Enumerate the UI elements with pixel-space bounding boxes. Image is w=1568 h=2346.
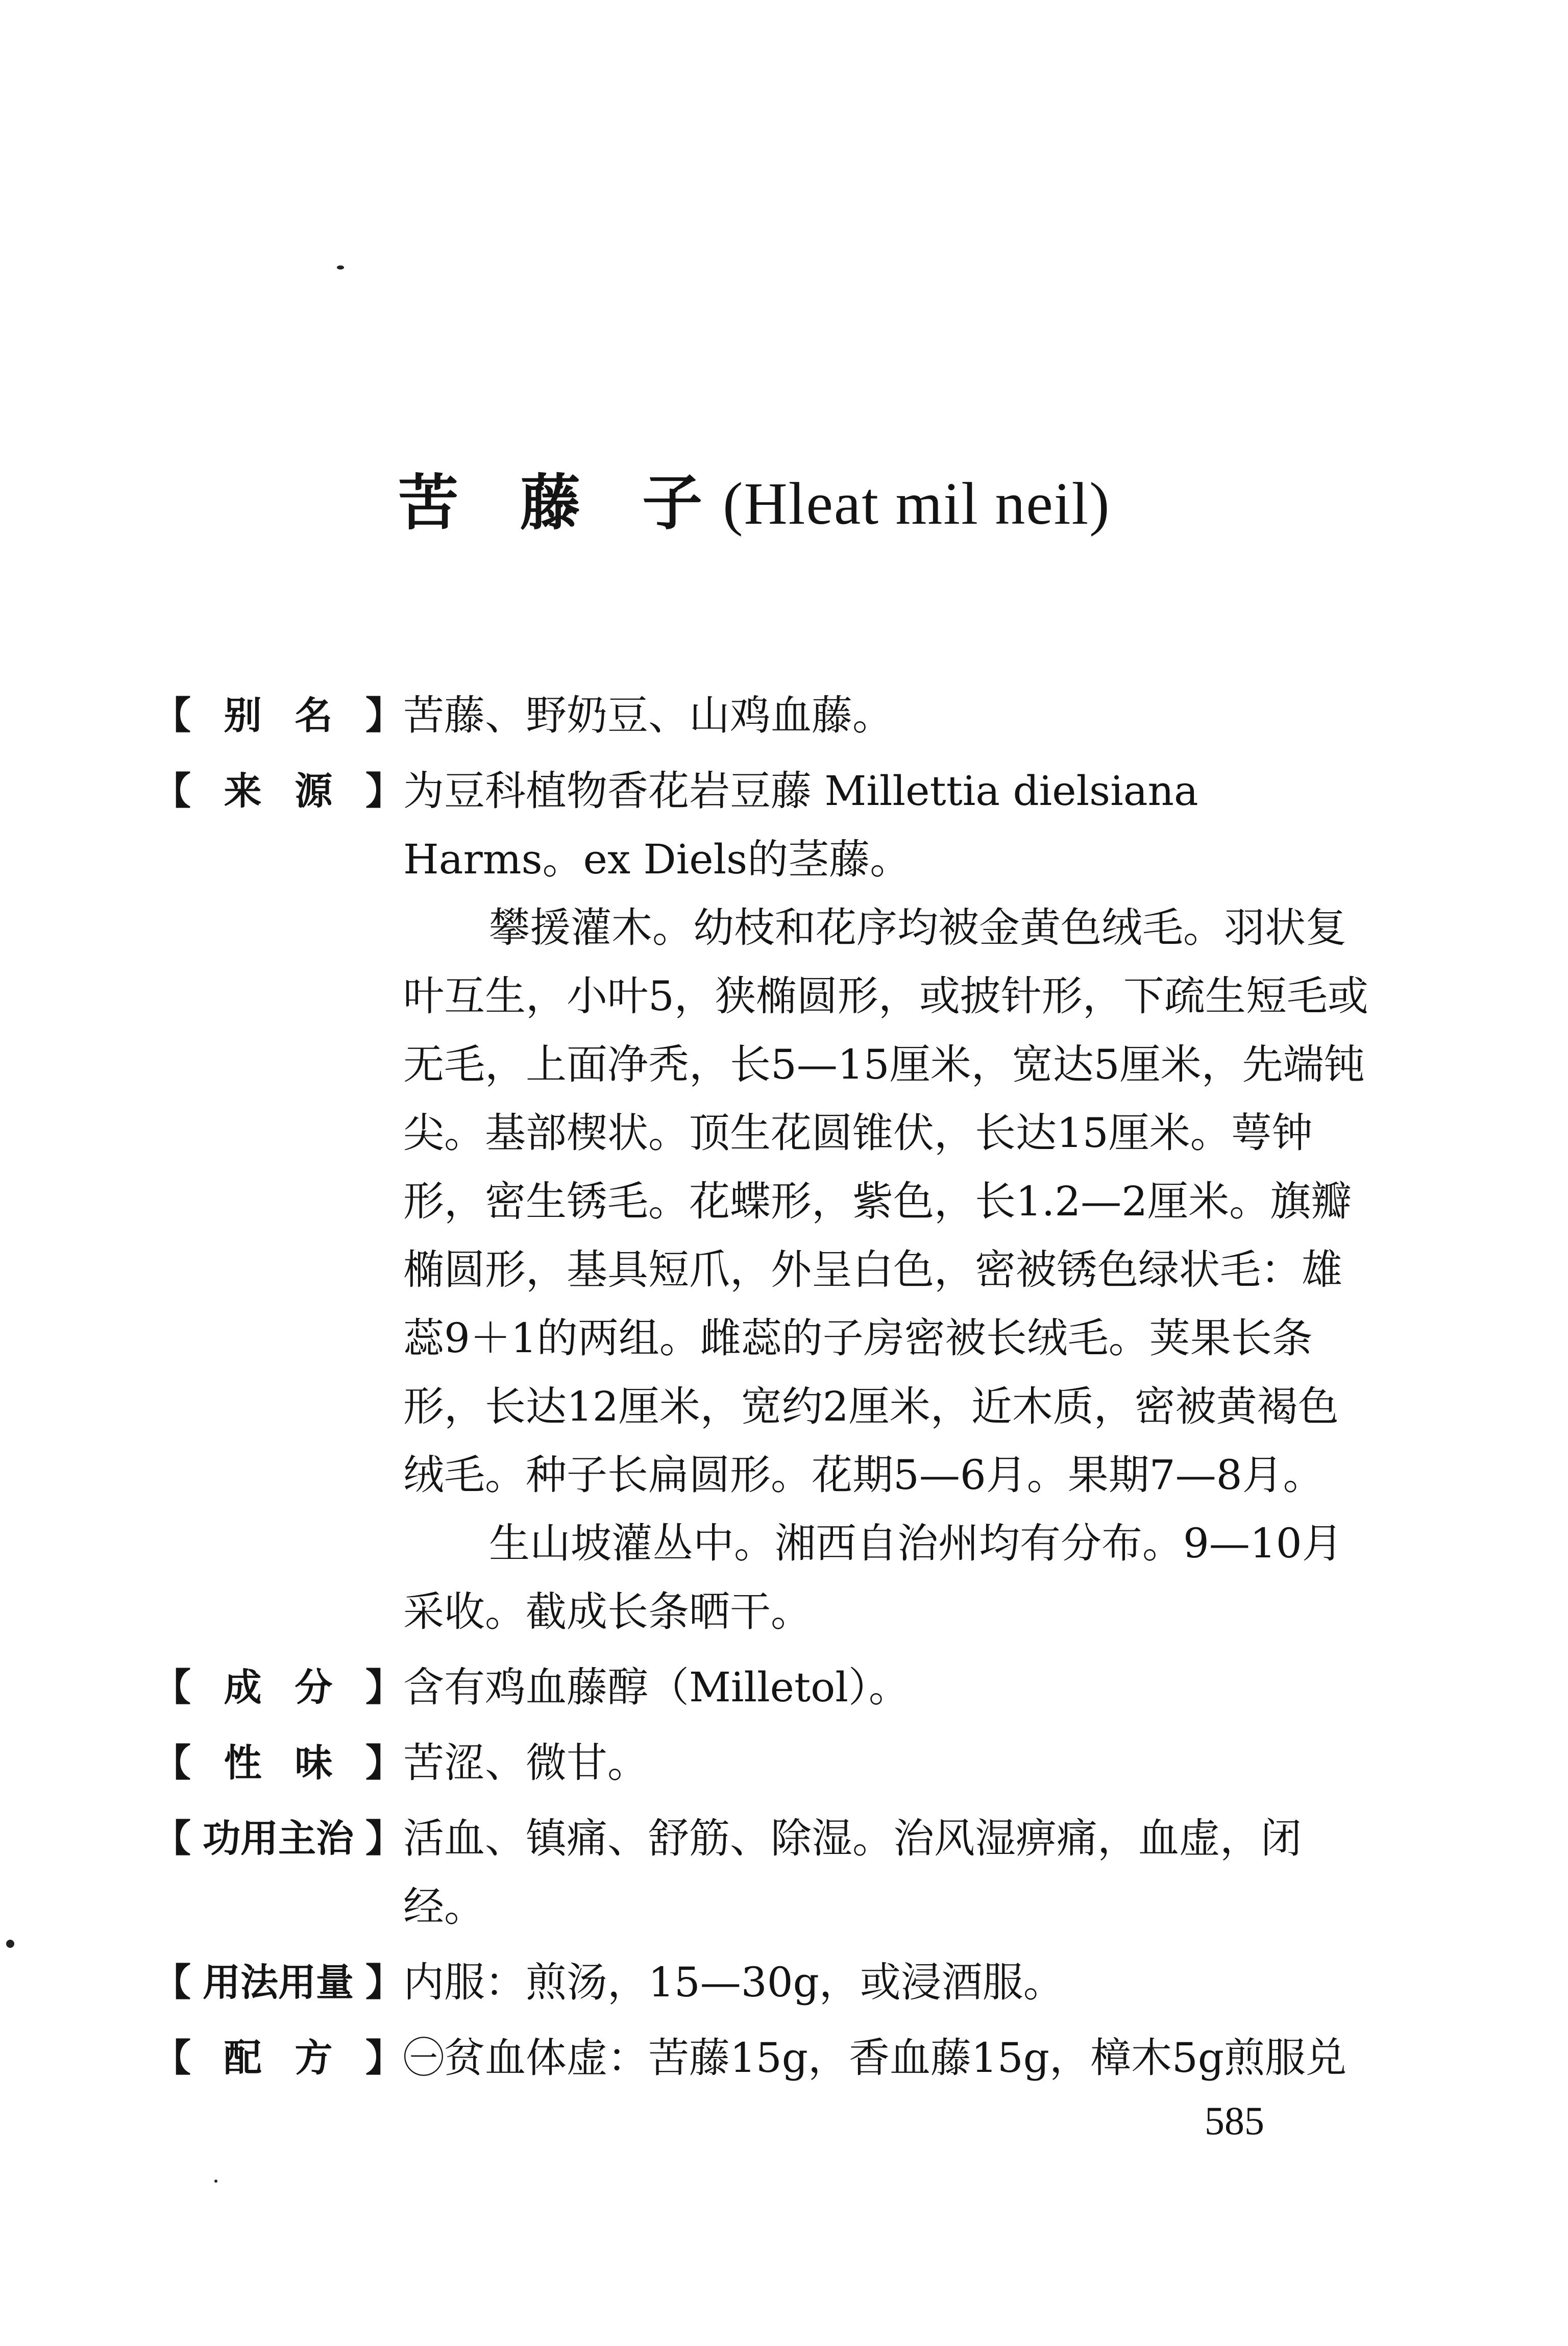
title-latin: (Hleat mil neil) — [723, 470, 1111, 537]
section-content — [403, 1948, 1378, 2017]
section-alias — [153, 681, 1378, 750]
bracket-open: 【 — [153, 1741, 191, 1785]
label-char: 来 — [224, 769, 262, 813]
bracket-close: 】 — [365, 769, 403, 813]
entry-title — [398, 454, 1111, 541]
section-label — [153, 2024, 403, 2092]
label-char: 名 — [295, 694, 333, 738]
bracket-open: 【 — [153, 1666, 191, 1709]
label-text: 功用主治 — [203, 1817, 354, 1861]
entry-sections — [153, 681, 1378, 2099]
bracket-close: 】 — [365, 1817, 403, 1861]
label-char: 配 — [224, 2036, 262, 2080]
section-label — [153, 1729, 403, 1797]
section-content — [403, 681, 1378, 750]
dosage-text: 内服：煎汤，15—30g，或浸酒服。 — [403, 1959, 1064, 2006]
page-number: 585 — [1205, 2098, 1264, 2143]
bracket-close: 】 — [365, 1666, 403, 1709]
label-char: 别 — [224, 694, 262, 738]
title-chinese: 苦 藤 子 — [398, 468, 723, 538]
label-text: 用法用量 — [203, 1961, 354, 2005]
composition-text: 含有鸡血藤醇（Milletol）。 — [403, 1664, 910, 1711]
section-content — [403, 1804, 1378, 1941]
bracket-close: 】 — [365, 694, 403, 738]
section-taste — [153, 1729, 1378, 1797]
label-char: 味 — [295, 1741, 333, 1785]
label-char: 性 — [224, 1741, 262, 1785]
bracket-close: 】 — [365, 1961, 403, 2005]
section-label — [153, 1804, 403, 1873]
source-text: 为豆科植物香花岩豆藤 Millettia dielsiana Harms。ex Diels的茎藤。 — [403, 767, 1198, 883]
taste-text: 苦涩、微甘。 — [403, 1739, 648, 1787]
bracket-close: 】 — [365, 2036, 403, 2080]
bracket-open: 【 — [153, 694, 191, 738]
section-dosage — [153, 1948, 1378, 2017]
scan-speck — [6, 1940, 14, 1948]
section-composition — [153, 1653, 1378, 1722]
bracket-open: 【 — [153, 2036, 191, 2080]
section-content — [403, 1729, 1378, 1797]
section-content — [403, 757, 1378, 1646]
description-paragraph: 攀援灌木。幼枝和花序均被金黄色绒毛。羽状复叶互生，小叶5，狭椭圆形，或披针形，下疏生短毛或无毛，上面净秃，长5—15厘米，宽达5厘米，先端钝尖。基部楔状。顶生花圆锥伏，长达15厘米。萼钟形，密生锈毛。花蝶形，紫色，长1.2—2厘米。旗瓣椭圆形，基具短爪，外呈白色，密被锈色绿状毛：雄蕊9＋1的两组。雌蕊的子房密被长绒毛。荚果长条形，长达12厘米，宽约2厘米，近木质，密被黄褐色绒毛。种子长扁圆形。花期5—6月。果期7—8月。 — [403, 904, 1368, 1499]
section-label — [153, 757, 403, 825]
section-indications — [153, 1804, 1378, 1941]
section-content — [403, 1653, 1378, 1722]
section-label — [153, 1948, 403, 2017]
label-char: 源 — [295, 769, 333, 813]
bracket-open: 【 — [153, 1817, 191, 1861]
indications-text: 活血、镇痛、舒筋、除湿。治风湿痹痛，血虚，闭经。 — [403, 1815, 1302, 1930]
scan-speck — [337, 265, 344, 270]
section-formula — [153, 2024, 1378, 2092]
label-char: 分 — [295, 1666, 333, 1709]
scan-speck — [214, 2180, 217, 2183]
section-content — [403, 2024, 1378, 2092]
bracket-open: 【 — [153, 1961, 191, 2005]
section-label — [153, 681, 403, 750]
alias-text: 苦藤、野奶豆、山鸡血藤。 — [403, 692, 893, 739]
bracket-close: 】 — [365, 1741, 403, 1785]
label-char: 方 — [295, 2036, 333, 2080]
section-source — [153, 757, 1378, 1646]
label-char: 成 — [224, 1666, 262, 1709]
habitat-paragraph: 生山坡灌丛中。湘西自治州均有分布。9—10月采收。截成长条晒干。 — [403, 1520, 1343, 1635]
formula-text: ㊀贫血体虚：苦藤15g，香血藤15g，樟木5g煎服兑 — [403, 2034, 1347, 2082]
section-label — [153, 1653, 403, 1722]
bracket-open: 【 — [153, 769, 191, 813]
